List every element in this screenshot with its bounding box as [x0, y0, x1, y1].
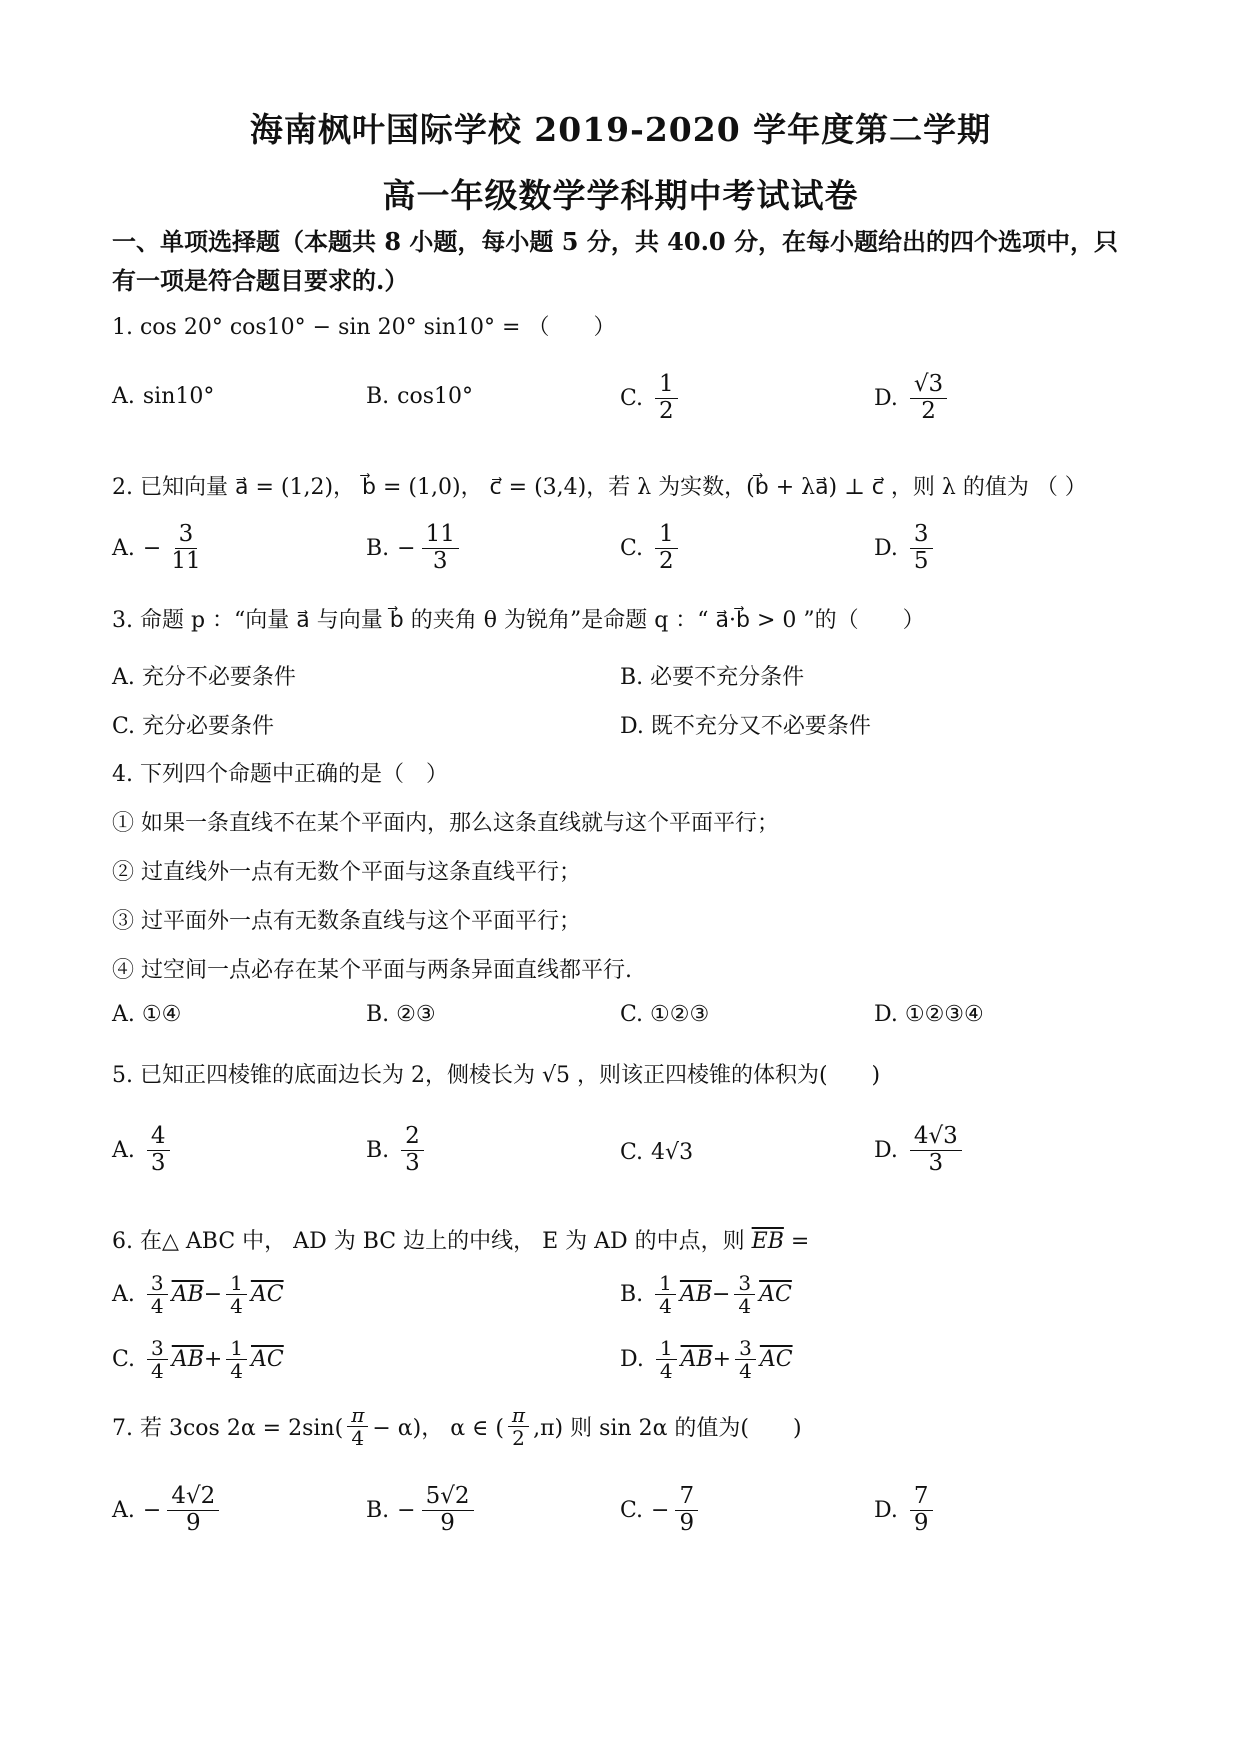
- fraction: $\frac{1}{2}$: [655, 372, 678, 425]
- q4-statement-2: ② 过直线外一点有无数个平面与这条直线平行；: [112, 860, 581, 885]
- q1-option-b: B. cos10°: [366, 384, 474, 409]
- fraction: $\frac{3}{11}$: [171, 521, 201, 574]
- q3-option-d: D. 既不充分又不必要条件: [620, 714, 871, 739]
- q7-option-d: D. $\frac{7}{9}$: [874, 1484, 937, 1537]
- q5-option-d: D. $\frac{4√3}{3}$: [874, 1124, 966, 1177]
- q2-option-c: C. $\frac{1}{2}$: [620, 522, 682, 575]
- fraction: $\frac{5√2}{9}$: [422, 1484, 474, 1537]
- fraction: $\frac{7}{9}$: [910, 1484, 933, 1537]
- q2-option-a: A. − $\frac{3}{11}$: [112, 522, 209, 575]
- q3-option-b: B. 必要不充分条件: [620, 665, 805, 690]
- q7-option-b: B. − $\frac{5√2}{9}$: [366, 1484, 478, 1537]
- section-heading: 一、单项选择题（本题共 8 小题，每小题 5 分，共 40.0 分，在每小题给出的四个选项中，只 有一项是符合题目要求的.）: [112, 227, 1118, 295]
- question-7-stem: 7. 若 3cos 2α = 2sin( $\frac{\pi}{4}$ − α)， α ∈ ( $\frac{\pi}{2}$ ,π) 则 sin 2α 的值为( ): [112, 1403, 802, 1451]
- q4-option-c: C. ①②③: [620, 1002, 710, 1027]
- fraction: $\frac{4√2}{9}$: [167, 1484, 219, 1537]
- q6-option-d: D. $\frac{1}{4}$ $\overline{AB}$ + $\frac{3}{4}$ $\overline{AC}$: [620, 1336, 793, 1384]
- q4-option-d: D. ①②③④: [874, 1002, 984, 1027]
- q5-option-c: C. 4√3: [620, 1140, 694, 1165]
- question-4-stem: 4. 下列四个命题中正确的是（ ）: [112, 762, 448, 787]
- fraction: $\frac{2}{3}$: [401, 1124, 424, 1177]
- question-6-stem: 6. 在△ ABC 中， AD 为 BC 边上的中线， E 为 AD 的中点，则 $\overline{EB}$ =: [112, 1229, 810, 1254]
- fraction: $\frac{1}{2}$: [655, 522, 678, 575]
- fraction: $\frac{3}{5}$: [910, 522, 933, 575]
- fraction: $\frac{4√3}{3}$: [910, 1124, 962, 1177]
- q7-option-a: A. − $\frac{4√2}{9}$: [112, 1484, 223, 1537]
- q3-option-a: A. 充分不必要条件: [112, 665, 296, 690]
- q5-option-b: B. $\frac{2}{3}$: [366, 1124, 428, 1177]
- exam-title: 海南枫叶国际学校 2019-2020 学年度第二学期: [249, 110, 992, 149]
- fraction: $\frac{11}{3}$: [422, 522, 459, 575]
- q4-statement-3: ③ 过平面外一点有无数条直线与这个平面平行；: [112, 909, 581, 934]
- q6-option-b: B. $\frac{1}{4}$ $\overline{AB}$ − $\frac{3}{4}$ $\overline{AC}$: [620, 1271, 792, 1319]
- fraction: $\frac{√3}{2}$: [910, 372, 947, 425]
- q4-option-b: B. ②③: [366, 1002, 436, 1027]
- fraction: $\frac{4}{3}$: [147, 1124, 170, 1177]
- q4-statement-4: ④ 过空间一点必存在某个平面与两条异面直线都平行.: [112, 958, 632, 983]
- q6-option-a: A. $\frac{3}{4}$ $\overline{AB}$ − $\frac{1}{4}$ $\overline{AC}$: [112, 1271, 284, 1319]
- q6-option-c: C. $\frac{3}{4}$ $\overline{AB}$ + $\frac{1}{4}$ $\overline{AC}$: [112, 1336, 284, 1384]
- question-2-stem: 2. 已知向量 a⃗ = (1,2)， b⃗ = (1,0)， c⃗ = (3,4)，若 λ 为实数，(b⃗ + λa⃗) ⊥ c⃗ ，则 λ 的值为 （ ）: [112, 475, 1087, 500]
- q7-option-c: C. − $\frac{7}{9}$: [620, 1484, 702, 1537]
- question-5-stem: 5. 已知正四棱锥的底面边长为 2，侧棱长为 √5 ，则该正四棱锥的体积为( ): [112, 1063, 881, 1088]
- q4-statement-1: ① 如果一条直线不在某个平面内，那么这条直线就与这个平面平行；: [112, 811, 779, 836]
- q2-option-d: D. $\frac{3}{5}$: [874, 522, 937, 575]
- q1-option-d: D. $\frac{√3}{2}$: [874, 372, 951, 425]
- q2-option-b: B. − $\frac{11}{3}$: [366, 522, 463, 575]
- q4-option-a: A. ①④: [112, 1002, 182, 1027]
- question-3-stem: 3. 命题 p ：“向量 a⃗ 与向量 b⃗ 的夹角 θ 为锐角”是命题 q ：“ a⃗·b⃗ > 0 ”的（ ）: [112, 608, 925, 633]
- q5-option-a: A. $\frac{4}{3}$: [112, 1124, 174, 1177]
- q3-option-c: C. 充分必要条件: [112, 714, 275, 739]
- exam-subtitle: 高一年级数学学科期中考试试卷: [382, 176, 859, 215]
- fraction: $\frac{7}{9}$: [675, 1484, 698, 1537]
- q1-option-a: A. sin10°: [112, 384, 215, 409]
- question-1-stem: 1. cos 20° cos10° − sin 20° sin10° = （ ）: [112, 315, 616, 340]
- q1-option-c: C. $\frac{1}{2}$: [620, 372, 682, 425]
